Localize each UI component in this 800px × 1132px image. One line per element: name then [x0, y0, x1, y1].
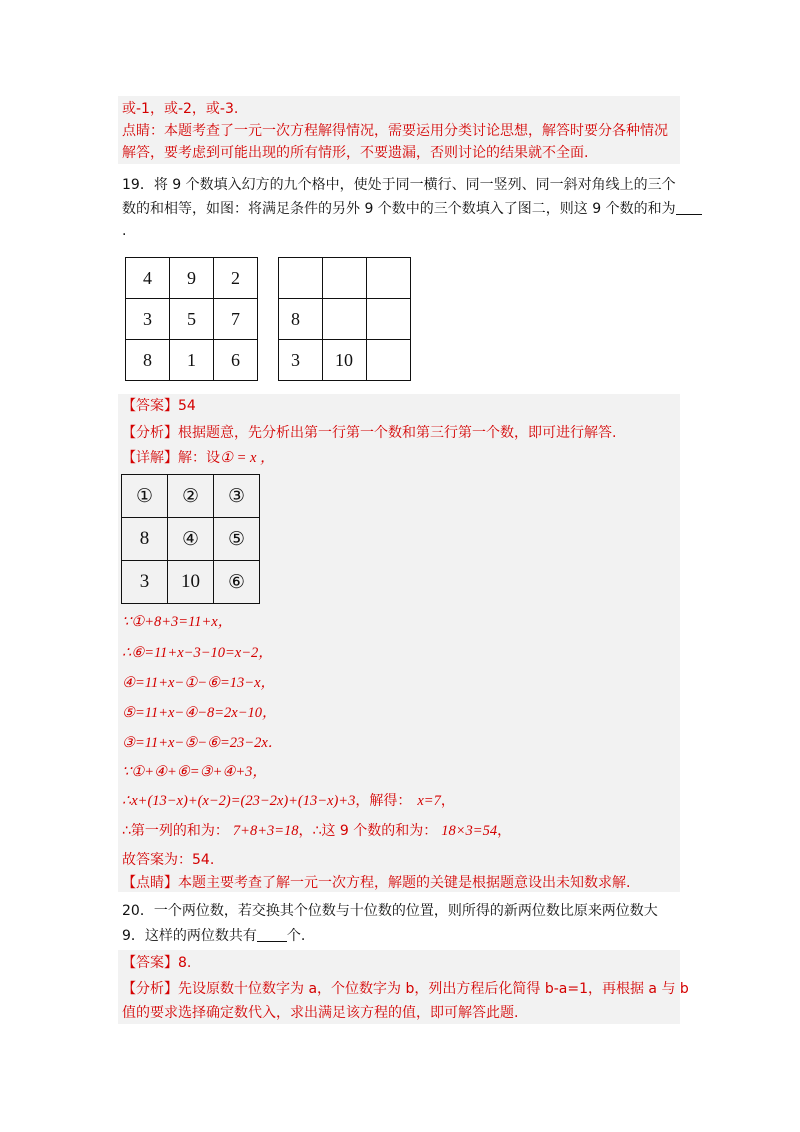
grid3-cell: ② — [168, 475, 214, 518]
comment-18-line1: 点睛：本题考查了一元一次方程解得情况，需要运用分类讨论思想，解答时要分各种情况 — [122, 123, 668, 139]
grid3-cell: ① — [122, 475, 168, 518]
magic-square-figure-1 — [125, 257, 258, 381]
equation-8-text1: ∴第一列的和为： — [122, 823, 229, 839]
final-answer-19: 故答案为：54. — [122, 852, 215, 868]
equation-7-text: ，解得： — [355, 793, 412, 809]
grid1-cell: 8 — [126, 340, 170, 381]
equation-7-result: x=7 — [417, 793, 441, 809]
equation-8-punct: ， — [497, 823, 512, 839]
grid3-cell: ⑤ — [214, 518, 260, 561]
answer-20: 【答案】8. — [122, 955, 192, 971]
comment-19: 【点睛】本题主要考查了解一元一次方程，解题的关键是根据题意设出未知数求解. — [122, 875, 631, 891]
grid3-cell: 8 — [122, 518, 168, 561]
grid2-cell: 3 — [279, 340, 323, 381]
detail-math: ① = x ， — [220, 450, 275, 466]
equation-8-expr2: 18×3=54 — [441, 823, 498, 839]
grid3-cell: 3 — [122, 561, 168, 604]
question-19-line1: 19．将 9 个数填入幻方的九个格中，使处于同一横行、同一竖列、同一斜对角线上的三个 — [122, 177, 676, 193]
analysis-19: 【分析】根据题意，先分析出第一行第一个数和第三行第一个数，即可进行解答. — [122, 425, 617, 441]
detail-label: 【详解】 — [122, 450, 178, 466]
grid3-cell: ④ — [168, 518, 214, 561]
question-19-line2 — [122, 199, 702, 219]
answer-tail-18: 或-1，或-2，或-3. — [122, 101, 239, 117]
grid2-cell: 10 — [323, 340, 367, 381]
equation-2: ∴⑥=11+x−3−10=x−2， — [122, 645, 273, 661]
equation-6: ∵①+④+⑥=③+④+3， — [122, 764, 267, 780]
equation-7 — [122, 791, 455, 811]
magic-square-solution-grid — [121, 474, 260, 604]
grid1-cell: 3 — [126, 299, 170, 340]
grid2-cell — [367, 299, 411, 340]
equation-1: ∵①+8+3=11+x， — [122, 614, 233, 630]
equation-3: ④=11+x−①−⑥=13−x， — [122, 675, 276, 691]
question-19-text: 数的和相等，如图：将满足条件的另外 9 个数中的三个数填入了图二，则这 9 个数的和为 — [122, 201, 676, 217]
equation-5: ③=11+x−⑤−⑥=23−2x． — [122, 735, 283, 751]
grid1-cell: 1 — [170, 340, 214, 381]
equation-8-text2: ，∴这 9 个数的和为： — [298, 823, 438, 839]
grid2-cell — [323, 299, 367, 340]
grid1-cell: 9 — [170, 258, 214, 299]
grid3-cell: ③ — [214, 475, 260, 518]
comment-18-line2: 解答，要考虑到可能出现的所有情形，不要遗漏，否则讨论的结果就不全面. — [122, 145, 589, 161]
grid2-cell: 8 — [279, 299, 323, 340]
grid1-cell: 2 — [214, 258, 258, 299]
analysis-20-line2: 值的要求选择确定数代入，求出满足该方程的值，即可解答此题. — [122, 1005, 519, 1021]
question-20-line2 — [122, 926, 305, 946]
detail-19 — [122, 448, 275, 468]
question-20-line1: 20．一个两位数，若交换其个位数与十位数的位置，则所得的新两位数比原来两位数大 — [122, 903, 658, 919]
question-20-tail: 个. — [286, 928, 306, 944]
grid1-cell: 6 — [214, 340, 258, 381]
equation-7-punct: ， — [440, 793, 455, 809]
detail-text: 解：设 — [178, 450, 220, 466]
grid3-cell: ⑥ — [214, 561, 260, 604]
answer-blank — [676, 200, 702, 215]
magic-square-figure-2 — [278, 257, 411, 381]
equation-7-expr: ∴x+(13−x)+(x−2)=(23−2x)+(13−x)+3 — [122, 793, 356, 809]
grid2-cell — [367, 258, 411, 299]
question-19-line3: . — [122, 223, 127, 239]
grid1-cell: 4 — [126, 258, 170, 299]
grid2-cell — [323, 258, 367, 299]
question-20-text: 9．这样的两位数共有 — [122, 928, 257, 944]
answer-blank — [257, 927, 287, 942]
analysis-20-line1: 【分析】先设原数十位数字为 a，个位数字为 b，列出方程后化简得 b-a=1，再根据 a 与 b — [122, 981, 689, 997]
grid1-cell: 5 — [170, 299, 214, 340]
equation-8-expr1: 7+8+3=18 — [232, 823, 299, 839]
grid1-cell: 7 — [214, 299, 258, 340]
grid2-cell — [367, 340, 411, 381]
equation-8 — [122, 821, 511, 841]
answer-19: 【答案】54 — [122, 398, 196, 414]
equation-4: ⑤=11+x−④−8=2x−10， — [122, 705, 277, 721]
grid2-cell — [279, 258, 323, 299]
grid3-cell: 10 — [168, 561, 214, 604]
